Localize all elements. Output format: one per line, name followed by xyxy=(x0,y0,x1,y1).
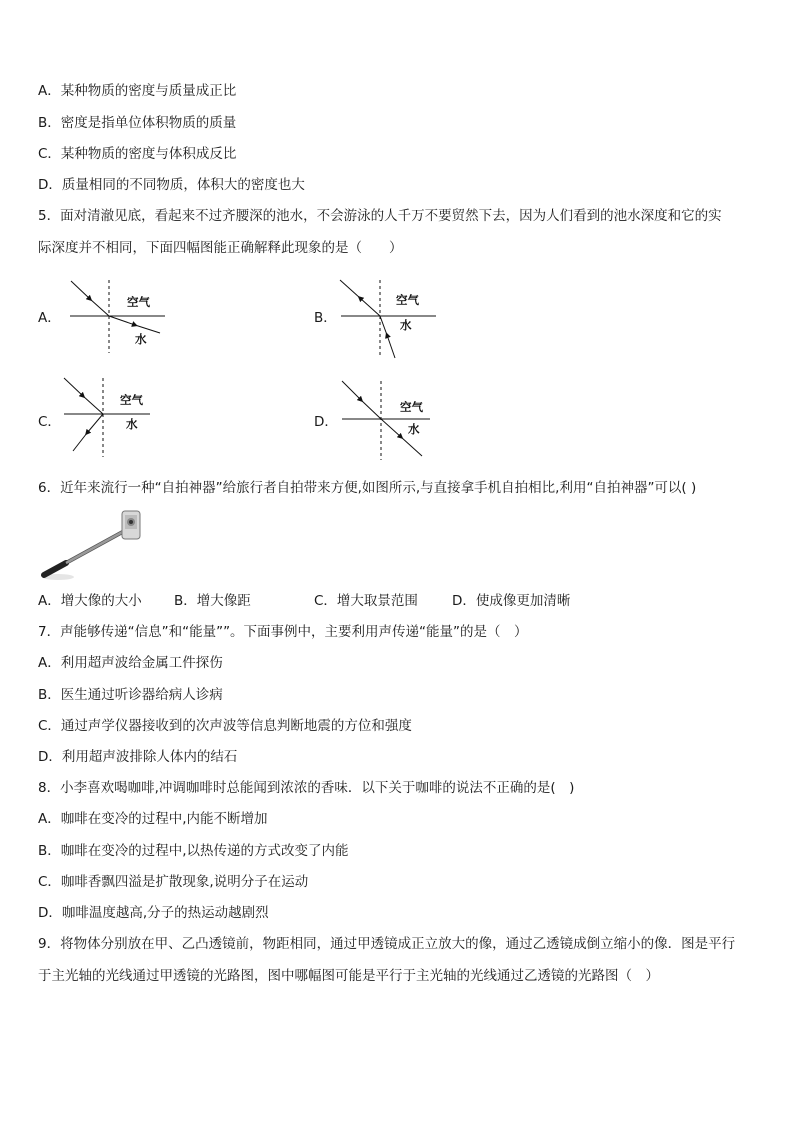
q5-d-water-label: 水 xyxy=(408,422,420,436)
q5-b-air-label: 空气 xyxy=(396,293,419,307)
q5-diagram-a xyxy=(65,275,175,355)
q5-label-d: D． xyxy=(314,414,338,430)
q4-option-c: C．某种物质的密度与体积成反比 xyxy=(38,146,237,162)
q6-option-d: D．使成像更加清晰 xyxy=(452,593,571,609)
q8-stem: 8．小李喜欢喝咖啡,冲调咖啡时总能闻到浓浓的香味．以下关于咖啡的说法不正确的是( ) xyxy=(38,780,575,796)
q7-option-b: B．医生通过听诊器给病人诊病 xyxy=(38,687,223,703)
q5-a-water-label: 水 xyxy=(135,332,147,346)
q4-option-d: D．质量相同的不同物质，体积大的密度也大 xyxy=(38,177,305,193)
q5-d-air-label: 空气 xyxy=(400,400,423,414)
selfie-stick-image xyxy=(36,505,148,583)
q8-option-d: D．咖啡温度越高,分子的热运动越剧烈 xyxy=(38,905,269,921)
q4-option-b: B．密度是指单位体积物质的质量 xyxy=(38,115,237,131)
q6-option-c: C．增大取景范围 xyxy=(314,593,418,609)
q7-option-a: A．利用超声波给金属工件探伤 xyxy=(38,655,223,671)
q6-option-b: B．增大像距 xyxy=(174,593,251,609)
q4-option-a: A．某种物质的密度与质量成正比 xyxy=(38,83,237,99)
q6-stem: 6．近年来流行一种“自拍神器”给旅行者自拍带来方便,如图所示,与直接拿手机自拍相比,利用“自拍神器”可以( ) xyxy=(38,480,697,496)
q8-option-b: B．咖啡在变冷的过程中,以热传递的方式改变了内能 xyxy=(38,843,349,859)
q7-option-d: D．利用超声波排除人体内的结石 xyxy=(38,749,238,765)
q5-diagram-b xyxy=(336,275,446,361)
q5-label-c: C． xyxy=(38,414,61,430)
q8-option-a: A．咖啡在变冷的过程中,内能不断增加 xyxy=(38,811,268,827)
q5-a-air-label: 空气 xyxy=(127,295,150,309)
q5-label-a: A． xyxy=(38,310,61,326)
q6-option-a: A．增大像的大小 xyxy=(38,593,142,609)
q5-diagram-d xyxy=(338,378,438,462)
q5-stem-line1: 5．面对清澈见底，看起来不过齐腰深的池水，不会游泳的人千万不要贸然下去，因为人们看到的池水深度和它的实 xyxy=(38,208,722,224)
q5-c-air-label: 空气 xyxy=(120,393,143,407)
q5-c-water-label: 水 xyxy=(126,417,138,431)
q7-stem: 7．声能够传递“信息”和“能量””。下面事例中，主要利用声传递“能量”的是（ ） xyxy=(38,624,528,640)
q5-stem-line2: 际深度并不相同，下面四幅图能正确解释此现象的是（ ） xyxy=(38,240,403,256)
q7-option-c: C．通过声学仪器接收到的次声波等信息判断地震的方位和强度 xyxy=(38,718,412,734)
q9-stem-line1: 9．将物体分别放在甲、乙凸透镜前，物距相同，通过甲透镜成正立放大的像，通过乙透镜成倒立缩小的像．图是平行 xyxy=(38,936,736,952)
q5-label-b: B． xyxy=(314,310,337,326)
q5-b-water-label: 水 xyxy=(400,318,412,332)
q8-option-c: C．咖啡香飘四溢是扩散现象,说明分子在运动 xyxy=(38,874,309,890)
q5-diagram-c xyxy=(60,375,160,459)
q9-stem-line2: 于主光轴的光线通过甲透镜的光路图，图中哪幅图可能是平行于主光轴的光线通过乙透镜的光路图（ ） xyxy=(38,968,659,984)
